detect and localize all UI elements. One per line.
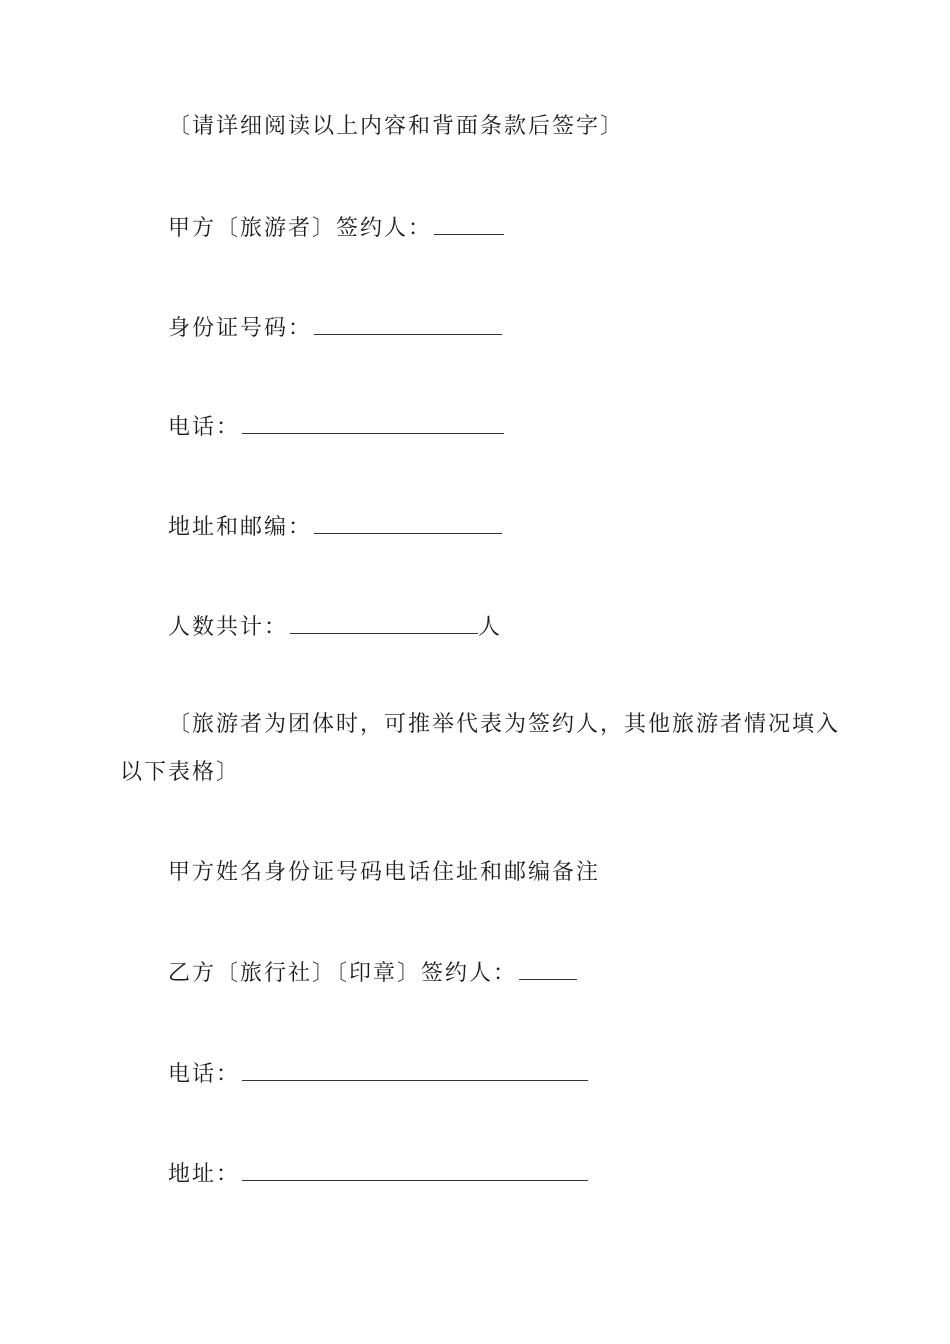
read-notice-text: 〔请详细阅读以上内容和背面条款后签字〕 [168, 114, 625, 139]
party-a-signer-label: 甲方〔旅游者〕签约人： [168, 216, 433, 241]
table-header-text: 甲方姓名身份证号码电话住址和邮编备注 [168, 860, 601, 885]
id-number-row [168, 312, 502, 344]
headcount-row [168, 611, 502, 643]
address-zip-row [168, 511, 502, 543]
read-notice [168, 112, 624, 142]
address-b-row [168, 1158, 588, 1190]
table-header-row [168, 858, 600, 888]
address-zip-label: 地址和邮编： [168, 515, 313, 540]
address-b-label: 地址： [168, 1162, 241, 1187]
address-b-field[interactable] [242, 1158, 588, 1181]
party-a-signer-row [168, 212, 504, 244]
party-b-signer-label: 乙方〔旅行社〕〔印章〕签约人： [168, 961, 518, 986]
phone-a-field[interactable] [242, 411, 504, 434]
phone-b-row [168, 1058, 588, 1090]
headcount-unit: 人 [478, 615, 503, 640]
party-a-signer-field[interactable] [434, 212, 504, 235]
id-number-label: 身份证号码： [168, 316, 313, 341]
phone-b-label: 电话： [168, 1062, 241, 1087]
group-note-text: 〔旅游者为团体时，可推举代表为签约人，其他旅游者情况填入以下表格〕 [120, 712, 841, 785]
party-b-signer-row [168, 957, 577, 989]
id-number-field[interactable] [314, 312, 502, 335]
phone-a-row [168, 411, 504, 443]
headcount-field[interactable] [290, 611, 478, 634]
group-note [120, 701, 840, 797]
party-b-signer-field[interactable] [519, 957, 577, 980]
address-zip-field[interactable] [314, 511, 502, 534]
phone-a-label: 电话： [168, 415, 241, 440]
phone-b-field[interactable] [242, 1058, 588, 1081]
headcount-label: 人数共计： [168, 615, 289, 640]
